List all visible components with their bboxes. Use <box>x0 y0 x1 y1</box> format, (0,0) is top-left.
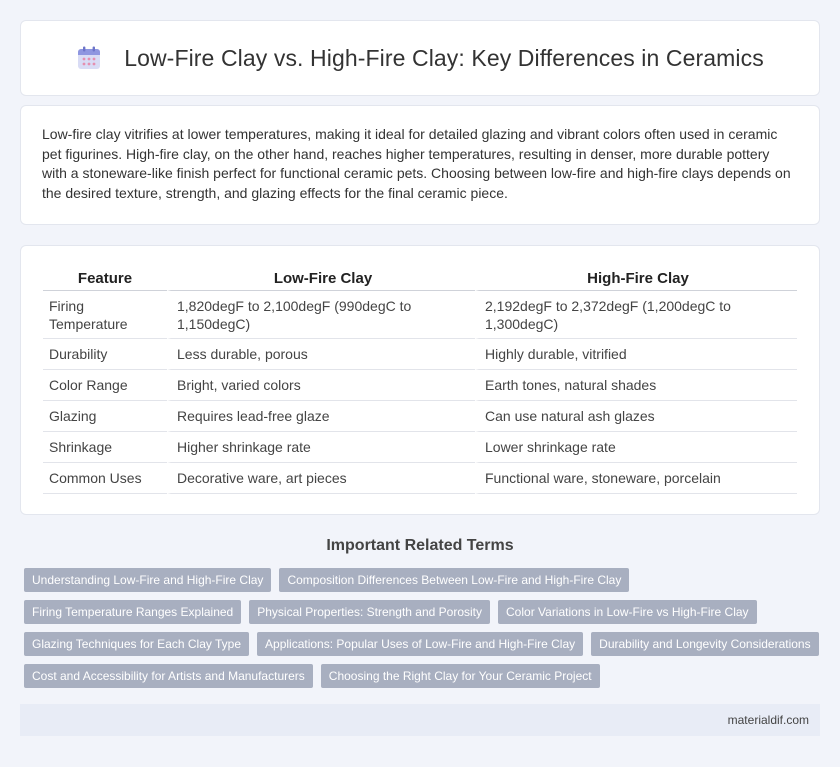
comparison-table <box>43 265 797 494</box>
low-fire-cell: Less durable, porous <box>167 339 475 370</box>
related-term-tag[interactable]: Composition Differences Between Low-Fire and High-Fire Clay <box>279 568 629 592</box>
header-low-fire: Low-Fire Clay <box>167 265 475 291</box>
table-row <box>43 432 797 463</box>
low-fire-cell: Requires lead-free glaze <box>167 401 475 432</box>
comparison-table-card <box>20 245 820 515</box>
feature-cell: Common Uses <box>43 463 167 494</box>
table-row <box>43 463 797 494</box>
related-term-tag[interactable]: Physical Properties: Strength and Porosity <box>249 600 490 624</box>
footer <box>20 704 820 736</box>
high-fire-cell: Earth tones, natural shades <box>475 370 797 401</box>
tag-row <box>24 600 824 624</box>
high-fire-cell: Highly durable, vitrified <box>475 339 797 370</box>
related-term-tag[interactable]: Choosing the Right Clay for Your Ceramic Project <box>321 664 600 688</box>
table-row <box>43 291 797 339</box>
feature-cell: Firing Temperature <box>43 291 167 339</box>
tag-row <box>24 664 824 688</box>
footer-site-name[interactable]: materialdif.com <box>727 713 809 727</box>
low-fire-cell: 1,820degF to 2,100degF (990degC to 1,150degC) <box>167 291 475 339</box>
feature-cell: Glazing <box>43 401 167 432</box>
related-term-tag[interactable]: Glazing Techniques for Each Clay Type <box>24 632 249 656</box>
table-row <box>43 370 797 401</box>
related-term-tag[interactable]: Durability and Longevity Considerations <box>591 632 818 656</box>
high-fire-cell: Functional ware, stoneware, porcelain <box>475 463 797 494</box>
high-fire-cell: Can use natural ash glazes <box>475 401 797 432</box>
tag-row <box>24 568 824 592</box>
table-row <box>43 401 797 432</box>
related-term-tag[interactable]: Understanding Low-Fire and High-Fire Clay <box>24 568 271 592</box>
table-header-row <box>43 265 797 291</box>
low-fire-cell: Higher shrinkage rate <box>167 432 475 463</box>
feature-cell: Durability <box>43 339 167 370</box>
header-high-fire: High-Fire Clay <box>475 265 797 291</box>
related-term-tag[interactable]: Color Variations in Low-Fire vs High-Fire Clay <box>498 600 757 624</box>
header-feature: Feature <box>43 265 167 291</box>
low-fire-cell: Bright, varied colors <box>167 370 475 401</box>
related-terms-list <box>24 568 824 696</box>
tag-row <box>24 632 824 656</box>
feature-cell: Shrinkage <box>43 432 167 463</box>
low-fire-cell: Decorative ware, art pieces <box>167 463 475 494</box>
related-term-tag[interactable]: Applications: Popular Uses of Low-Fire and High-Fire Clay <box>257 632 583 656</box>
table-row <box>43 339 797 370</box>
calendar-icon <box>76 45 102 71</box>
related-term-tag[interactable]: Firing Temperature Ranges Explained <box>24 600 241 624</box>
related-term-tag[interactable]: Cost and Accessibility for Artists and Manufacturers <box>24 664 313 688</box>
high-fire-cell: 2,192degF to 2,372degF (1,200degC to 1,300degC) <box>475 291 797 339</box>
related-terms-title: Important Related Terms <box>326 537 514 554</box>
page-title: Low-Fire Clay vs. High-Fire Clay: Key Differences in Ceramics <box>124 44 764 71</box>
intro-paragraph: Low-fire clay vitrifies at lower temperatures, making it ideal for detailed glazing and vibrant colors often used in ceramic pet figurines. High-fire clay, on the other hand, reaches higher temperatures, resulting in denser, more durable pottery with a stoneware-like finish perfect for functional ceramic pets. Choosing between low-fire and high-fire clays depends on the desired texture, strength, and glazing effects for the final ceramic piece. <box>42 126 791 201</box>
intro-card <box>20 105 820 225</box>
header-card <box>20 20 820 96</box>
feature-cell: Color Range <box>43 370 167 401</box>
high-fire-cell: Lower shrinkage rate <box>475 432 797 463</box>
